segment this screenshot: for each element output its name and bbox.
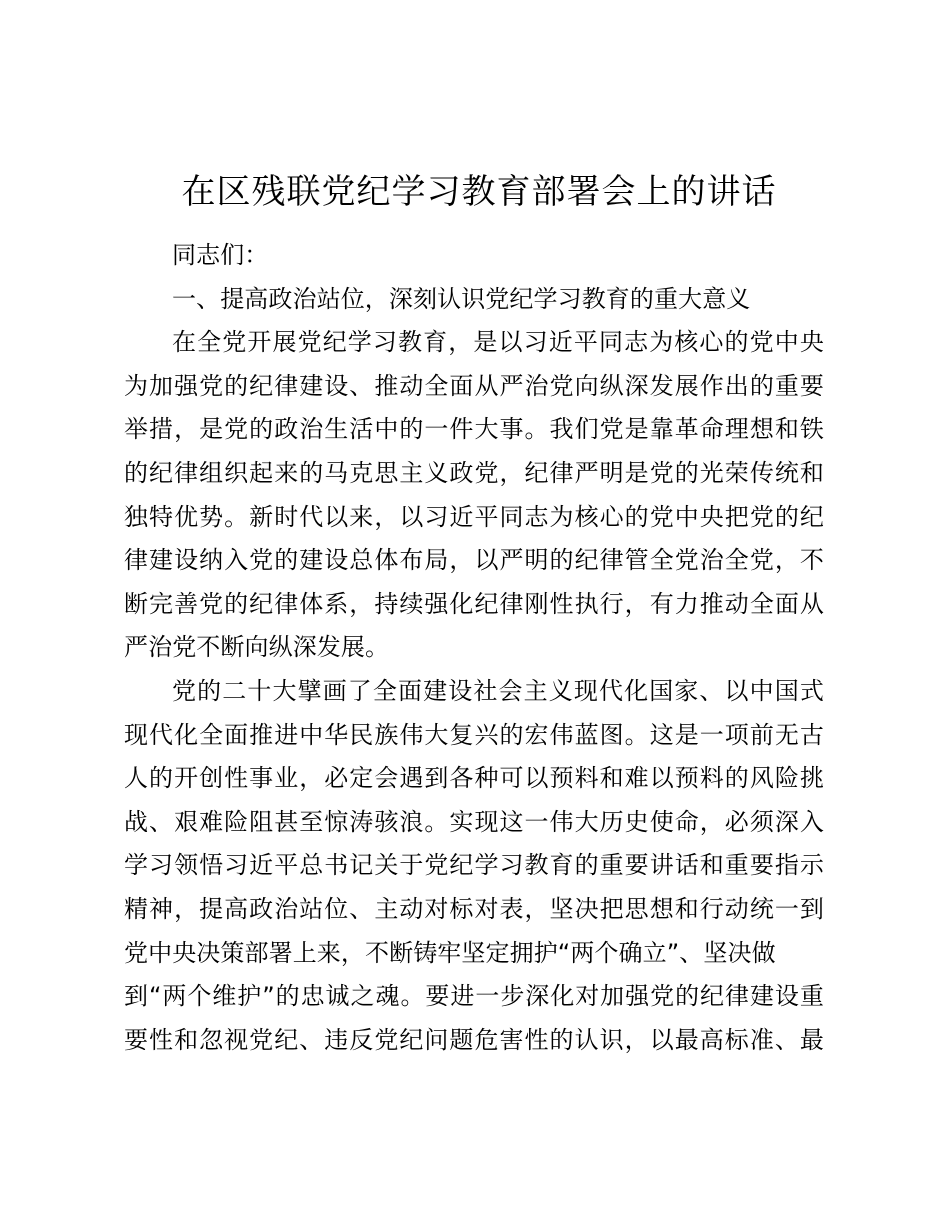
section-heading: 一、提高政治站位，深刻认识党纪学习教育的重大意义 [172,284,751,313]
paragraph-line: 为加强党的纪律建设、推动全面从严治党向纵深发展作出的重要 [124,371,824,400]
paragraph-line: 人的开创性事业，必定会遇到各种可以预料和难以预料的风险挑 [124,764,824,793]
paragraph-line: 举措，是党的政治生活中的一件大事。我们党是靠革命理想和铁 [124,415,824,444]
paragraph-line: 独特优势。新时代以来，以习近平同志为核心的党中央把党的纪 [124,502,824,531]
paragraph-line: 现代化全面推进中华民族伟大复兴的宏伟蓝图。这是一项前无古 [124,720,824,749]
document-title: 在区残联党纪学习教育部署会上的讲话 [181,172,777,212]
paragraph-line: 党的二十大擘画了全面建设社会主义现代化国家、以中国式 [172,676,824,705]
paragraph-line: 战、艰难险阻甚至惊涛骇浪。实现这一伟大历史使命，必须深入 [124,807,824,836]
paragraph-line: 精神，提高政治站位、主动对标对表，坚决把思想和行动统一到 [124,894,824,923]
paragraph-line: 严治党不断向纵深发展。 [124,633,390,662]
paragraph-line: 学习领悟习近平总书记关于党纪学习教育的重要讲话和重要指示 [124,851,824,880]
paragraph-line: 党中央决策部署上来，不断铸牢坚定拥护“两个确立”、坚决做 [124,938,776,967]
paragraph-line: 律建设纳入党的建设总体布局，以严明的纪律管全党治全党，不 [124,546,824,575]
paragraph-line: 断完善党的纪律体系，持续强化纪律刚性执行，有力推动全面从 [124,589,824,618]
paragraph-line: 要性和忽视党纪、违反党纪问题危害性的认识，以最高标准、最 [124,1025,824,1054]
salutation: 同志们： [172,241,269,269]
paragraph-line: 的纪律组织起来的马克思主义政党，纪律严明是党的光荣传统和 [124,458,824,487]
paragraph-line: 到“两个维护”的忠诚之魂。要进一步深化对加强党的纪律建设重 [124,982,824,1011]
paragraph-line: 在全党开展党纪学习教育，是以习近平同志为核心的党中央 [172,328,824,357]
document-body [124,234,824,1062]
